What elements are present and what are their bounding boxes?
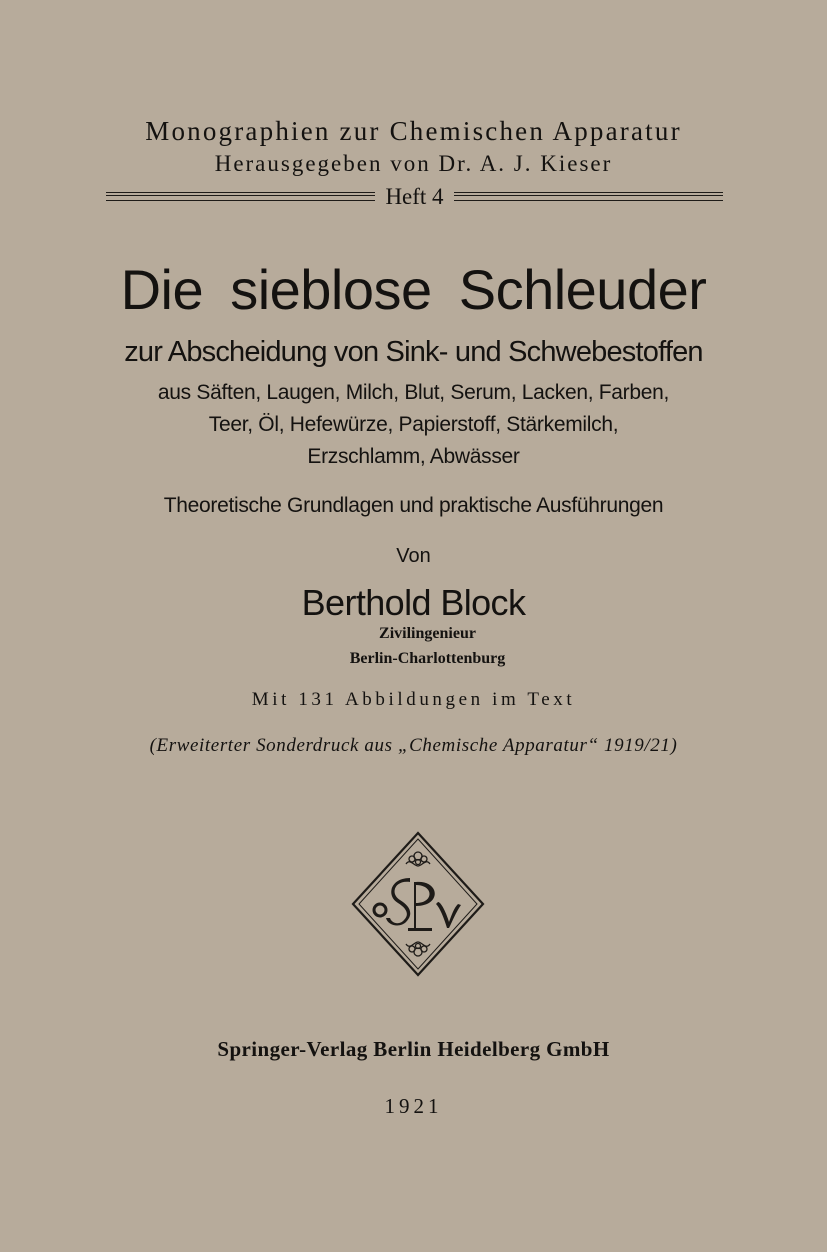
springer-verlag-diamond-logo — [350, 830, 486, 978]
series-title: Monographien zur Chemischen Apparatur — [145, 116, 682, 146]
author-by-label: Von — [396, 545, 431, 567]
author-location: Berlin-Charlottenburg — [349, 650, 506, 667]
book-tagline: Theoretische Grundlagen und praktische Ausführungen — [163, 494, 664, 517]
series-issue-rule — [106, 184, 723, 208]
author-name: Berthold Block — [301, 582, 526, 623]
book-title: Die sieblose Schleuder — [120, 258, 707, 321]
author-profession: Zivilingenieur — [379, 625, 476, 642]
reprint-note: (Erweiterter Sonderdruck aus „Chemische Apparatur“ 1919/21) — [149, 735, 678, 756]
series-issue: Heft 4 — [385, 183, 444, 209]
publication-year: 1921 — [384, 1094, 443, 1118]
left-ornamental-rule — [106, 192, 375, 201]
logo-monogram: SPv — [418, 970, 420, 971]
materials-line-1: aus Säften, Laugen, Milch, Blut, Serum, Lacken, Farben, — [157, 381, 670, 404]
materials-line-2: Teer, Öl, Hefewürze, Papierstoff, Stärkemilch, — [208, 413, 619, 436]
publisher: Springer-Verlag Berlin Heidelberg GmbH — [217, 1037, 610, 1061]
materials-line-3: Erzschlamm, Abwässer — [307, 445, 520, 468]
right-ornamental-rule — [454, 192, 723, 201]
series-editor: Herausgegeben von Dr. A. J. Kieser — [214, 151, 613, 176]
figures-note: Mit 131 Abbildungen im Text — [251, 689, 576, 710]
book-subtitle: zur Abscheidung von Sink- und Schwebestoffen — [124, 336, 703, 368]
